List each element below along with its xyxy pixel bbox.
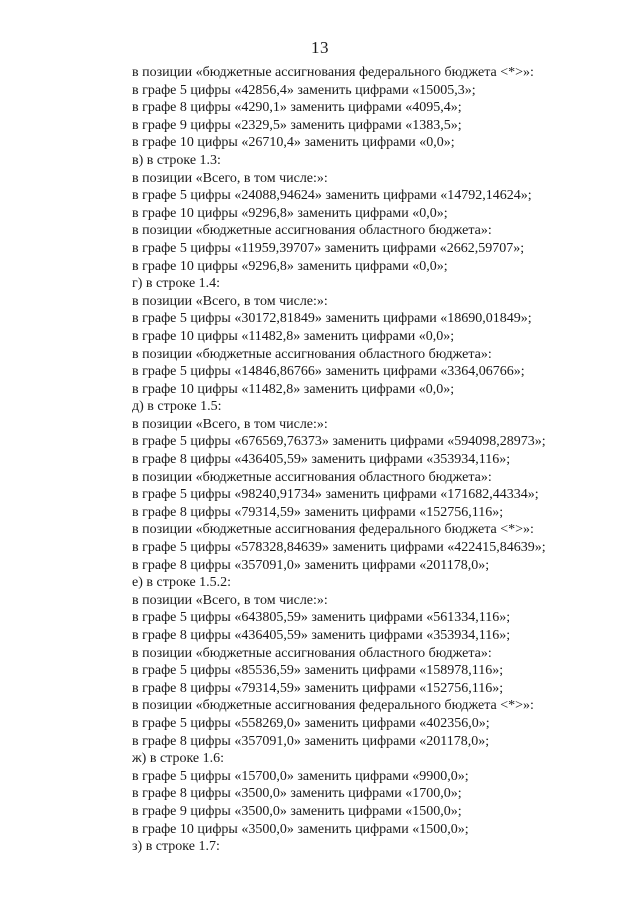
text-line: в позиции «бюджетные ассигнования федерального бюджета <*>»: xyxy=(132,698,534,714)
text-line: в графе 5 цифры «98240,91734» заменить цифрами «171682,44334»; xyxy=(132,487,539,503)
text-line: в графе 8 цифры «357091,0» заменить цифрами «201178,0»; xyxy=(132,557,490,573)
text-line: в графе 10 цифры «26710,4» заменить цифрами «0,0»; xyxy=(132,135,455,151)
text-line: в позиции «бюджетные ассигнования областного бюджета»: xyxy=(132,469,492,485)
text-line: в графе 5 цифры «24088,94624» заменить цифрами «14792,14624»; xyxy=(132,188,532,204)
text-line: в графе 10 цифры «3500,0» заменить цифрами «1500,0»; xyxy=(132,821,469,837)
text-line: в графе 5 цифры «676569,76373» заменить цифрами «594098,28973»; xyxy=(132,434,546,450)
text-line: в позиции «бюджетные ассигнования областного бюджета»: xyxy=(132,223,492,239)
text-line: з) в строке 1.7: xyxy=(132,839,220,855)
text-line: в графе 8 цифры «436405,59» заменить цифрами «353934,116»; xyxy=(132,628,511,643)
text-line: г) в строке 1.4: xyxy=(132,276,221,292)
text-line: в графе 8 цифры «3500,0» заменить цифрами «1700,0»; xyxy=(132,786,462,802)
text-line: в графе 8 цифры «436405,59» заменить цифрами «353934,116»; xyxy=(132,452,511,468)
text-line: в позиции «бюджетные ассигнования областного бюджета»: xyxy=(132,645,492,661)
text-line: в позиции «бюджетные ассигнования федерального бюджета <*>»: xyxy=(132,65,534,80)
text-line: в графе 8 цифры «4290,1» заменить цифрами «4095,4»; xyxy=(132,100,462,116)
text-line: в позиции «бюджетные ассигнования областного бюджета»: xyxy=(132,346,492,362)
text-line: е) в строке 1.5.2: xyxy=(132,575,232,591)
text-line: в графе 5 цифры «15700,0» заменить цифрами «9900,0»; xyxy=(132,768,469,784)
text-line: ж) в строке 1.6: xyxy=(132,751,225,767)
text-line: в графе 10 цифры «9296,8» заменить цифрами «0,0»; xyxy=(132,258,448,274)
text-line: в графе 8 цифры «357091,0» заменить цифрами «201178,0»; xyxy=(132,733,490,749)
document-body xyxy=(132,64,602,856)
text-line: в графе 5 цифры «30172,81849» заменить цифрами «18690,01849»; xyxy=(132,311,532,327)
text-line: в позиции «бюджетные ассигнования федерального бюджета <*>»: xyxy=(132,522,534,538)
text-line: в позиции «Всего, в том числе:»: xyxy=(132,293,328,309)
text-line: в позиции «Всего, в том числе:»: xyxy=(132,592,328,608)
page-number: 13 xyxy=(311,38,329,57)
text-line: в графе 5 цифры «42856,4» заменить цифрами «15005,3»; xyxy=(132,82,476,98)
text-line: в графе 8 цифры «79314,59» заменить цифрами «152756,116»; xyxy=(132,680,504,696)
text-line: в графе 9 цифры «2329,5» заменить цифрами «1383,5»; xyxy=(132,117,462,133)
text-line: в графе 8 цифры «79314,59» заменить цифрами «152756,116»; xyxy=(132,504,504,520)
text-line: в графе 5 цифры «85536,59» заменить цифрами «158978,116»; xyxy=(132,663,504,679)
text-line: в) в строке 1.3: xyxy=(132,152,221,168)
text-line: в графе 9 цифры «3500,0» заменить цифрами «1500,0»; xyxy=(132,803,462,819)
text-line: в графе 5 цифры «578328,84639» заменить цифрами «422415,84639»; xyxy=(132,540,546,556)
text-line: в графе 10 цифры «9296,8» заменить цифрами «0,0»; xyxy=(132,205,448,221)
text-line: в графе 5 цифры «14846,86766» заменить цифрами «3364,06766»; xyxy=(132,364,525,380)
text-line: в графе 5 цифры «643805,59» заменить цифрами «561334,116»; xyxy=(132,610,511,626)
text-line: д) в строке 1.5: xyxy=(132,399,222,415)
text-line: в графе 10 цифры «11482,8» заменить цифрами «0,0»; xyxy=(132,381,455,397)
text-line: в графе 10 цифры «11482,8» заменить цифрами «0,0»; xyxy=(132,328,455,344)
text-line: в графе 5 цифры «11959,39707» заменить цифрами «2662,59707»; xyxy=(132,240,525,256)
text-line: в графе 5 цифры «558269,0» заменить цифрами «402356,0»; xyxy=(132,715,490,731)
text-line: в позиции «Всего, в том числе:»: xyxy=(132,170,328,186)
text-line: в позиции «Всего, в том числе:»: xyxy=(132,416,328,432)
